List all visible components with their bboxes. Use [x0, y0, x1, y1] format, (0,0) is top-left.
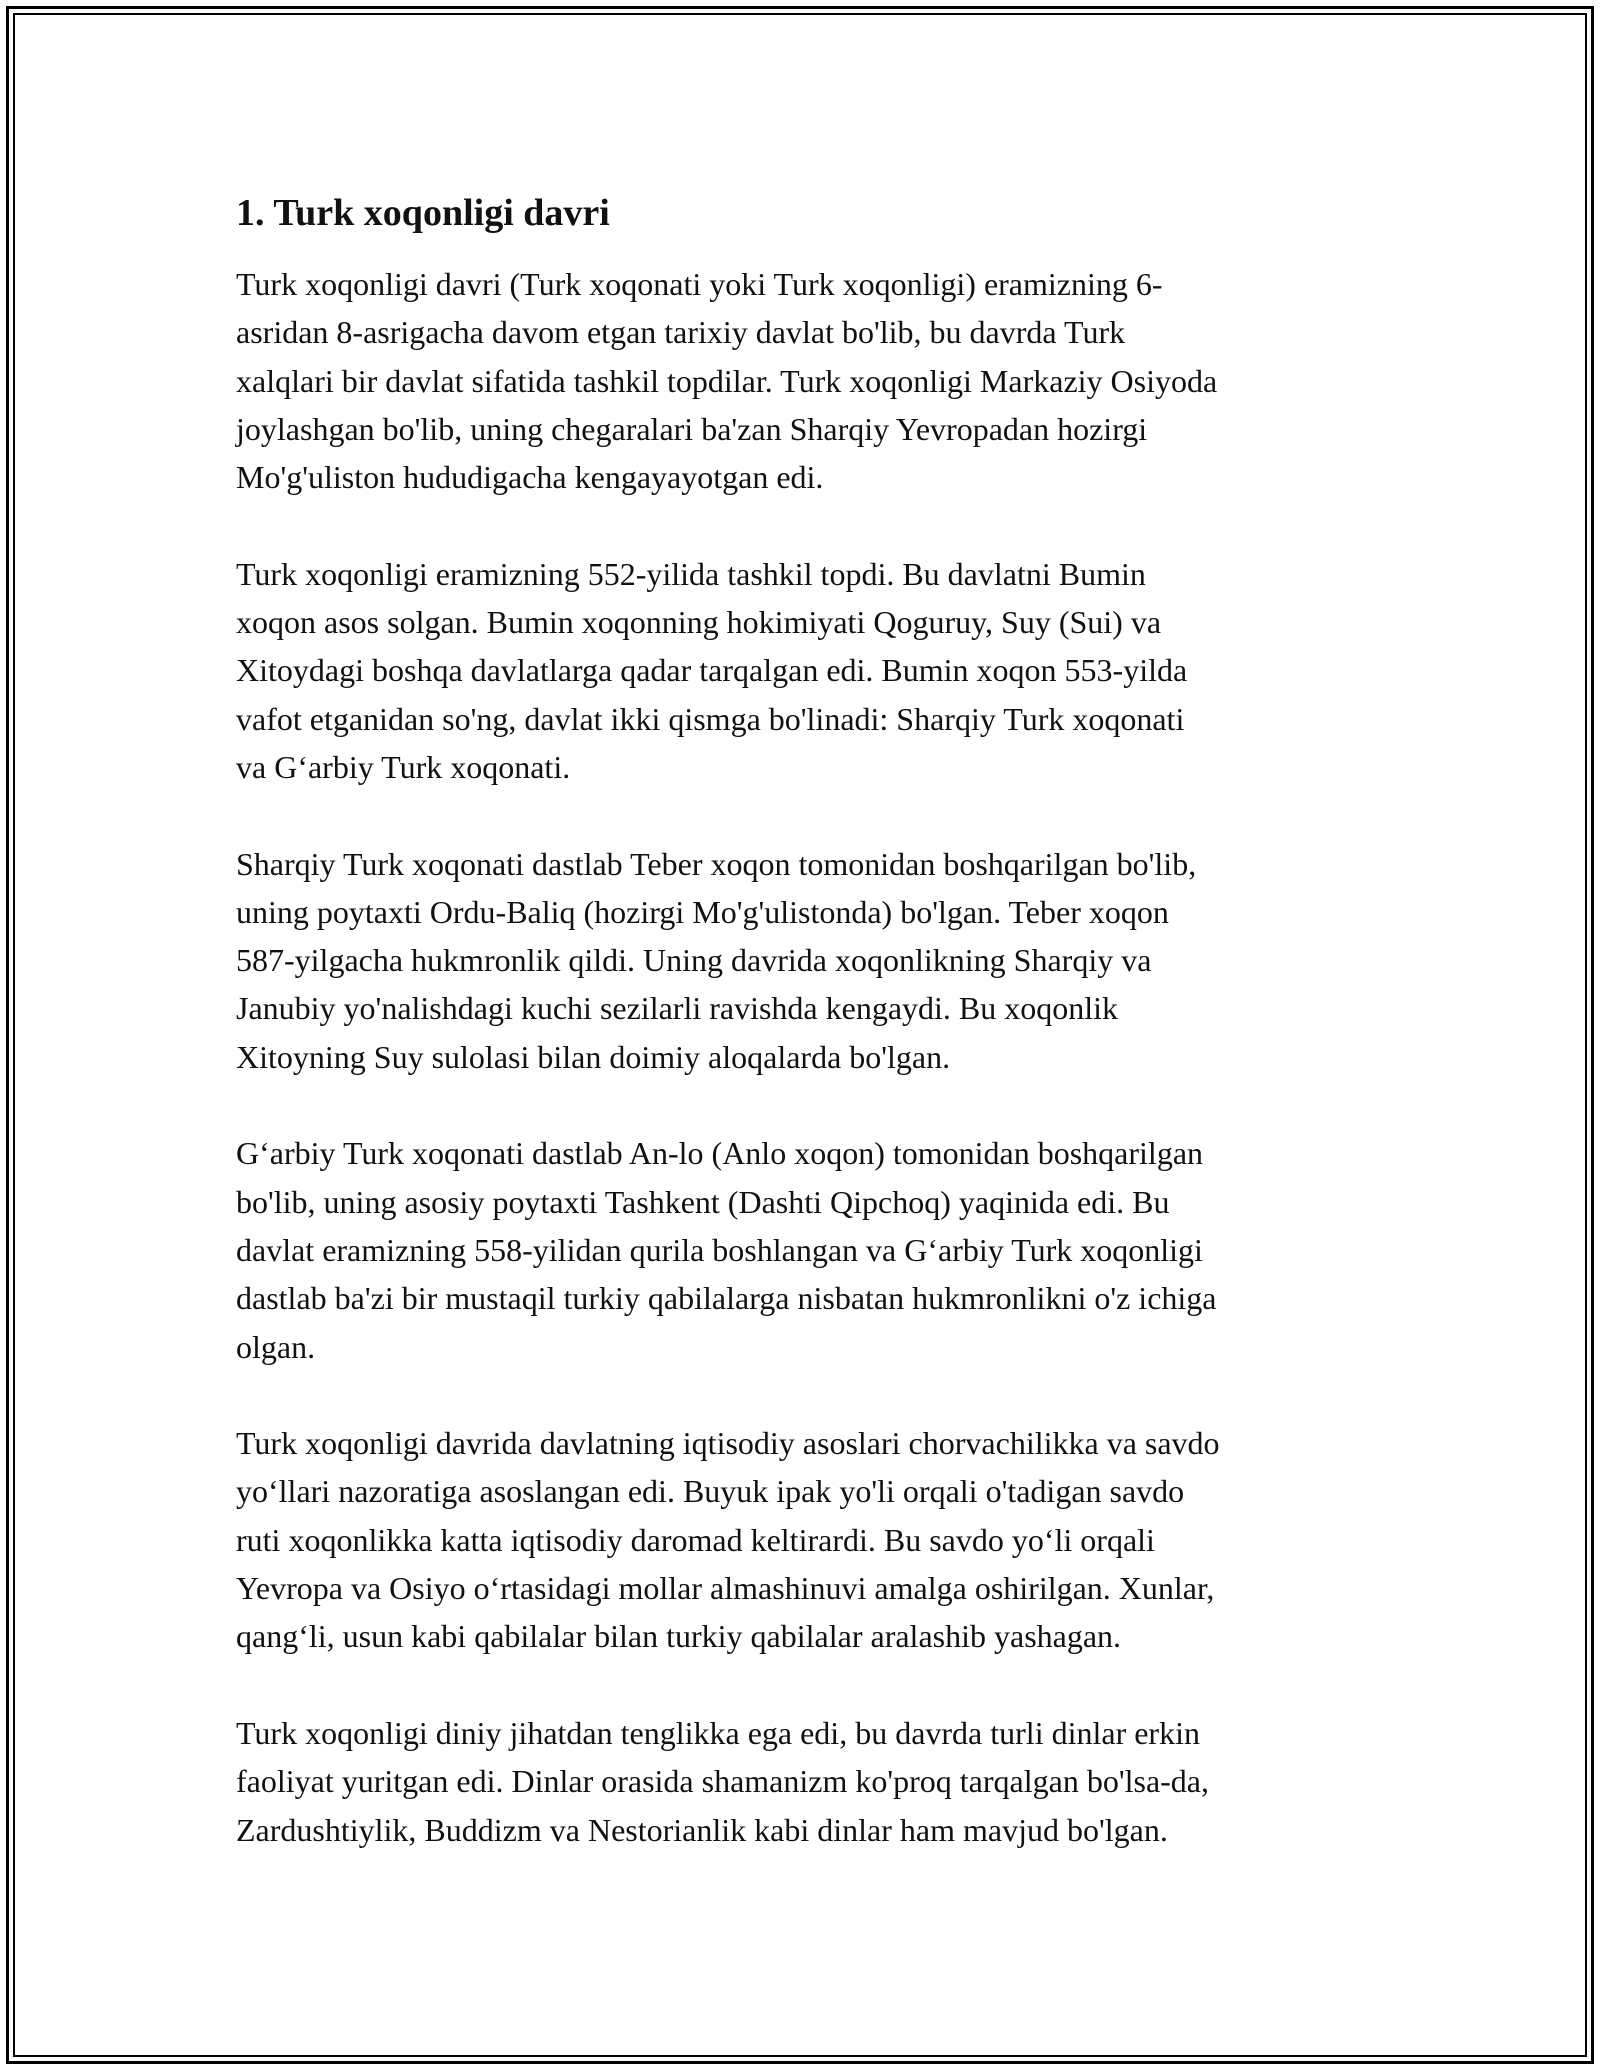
paragraph-line: xalqlari bir davlat sifatida tashkil topdilar. Turk xoqonligi Markaziy Osiyoda	[236, 362, 1218, 399]
paragraph-line: Turk xoqonligi diniy jihatdan tenglikka ega edi, bu davrda turli dinlar erkin	[236, 1714, 1200, 1751]
section-heading: 1. Turk xoqonligi davri	[236, 192, 610, 234]
paragraph-line: Sharqiy Turk xoqonati dastlab Teber xoqon tomonidan boshqarilgan bo'lib,	[236, 845, 1197, 882]
paragraph-line: joylashgan bo'lib, uning chegaralari ba'zan Sharqiy Yevropadan hozirgi	[236, 410, 1148, 447]
paragraph-line: davlat eramizning 558-yilidan qurila boshlangan va G‘arbiy Turk xoqonligi	[236, 1231, 1203, 1268]
paragraph-line: asridan 8-asrigacha davom etgan tarixiy davlat bo'lib, bu davrda Turk	[236, 314, 1126, 351]
paragraph-line: qang‘li, usun kabi qabilalar bilan turkiy qabilalar aralashib yashagan.	[236, 1618, 1122, 1655]
paragraph-3	[236, 840, 1368, 1081]
paragraph-line: xoqon asos solgan. Bumin xoqonning hokimiyati Qoguruy, Suy (Sui) va	[236, 604, 1162, 641]
paragraph-line: yo‘llari nazoratiga asoslangan edi. Buyuk ipak yo'li orqali o'tadigan savdo	[236, 1473, 1185, 1510]
paragraph-line: faoliyat yuritgan edi. Dinlar orasida shamanizm ko'proq tarqalgan bo'lsa-da,	[236, 1763, 1209, 1800]
paragraph-line: vafot etganidan so'ng, davlat ikki qismga bo'linadi: Sharqiy Turk xoqonati	[236, 700, 1185, 737]
paragraph-6	[236, 1709, 1368, 1854]
paragraph-line: Zardushtiylik, Buddizm va Nestorianlik kabi dinlar ham mavjud bo'lgan.	[236, 1811, 1168, 1848]
paragraph-line: uning poytaxti Ordu-Baliq (hozirgi Mo'g'ulistonda) bo'lgan. Teber xoqon	[236, 893, 1169, 930]
paragraph-line: ruti xoqonlikka katta iqtisodiy daromad keltirardi. Bu savdo yo‘li orqali	[236, 1521, 1155, 1558]
paragraph-line: Xitoydagi boshqa davlatlarga qadar tarqalgan edi. Bumin xoqon 553-yilda	[236, 652, 1188, 689]
paragraph-line: Turk xoqonligi davrida davlatning iqtisodiy asoslari chorvachilikka va savdo	[236, 1425, 1220, 1462]
paragraph-5	[236, 1419, 1368, 1660]
paragraph-line: Turk xoqonligi davri (Turk xoqonati yoki Turk xoqonligi) eramizning 6-	[236, 266, 1163, 302]
paragraph-2	[236, 550, 1368, 791]
paragraph-line: bo'lib, uning asosiy poytaxti Tashkent (Dashti Qipchoq) yaqinida edi. Bu	[236, 1183, 1170, 1220]
paragraph-line: Xitoyning Suy sulolasi bilan doimiy aloqalarda bo'lgan.	[236, 1038, 951, 1075]
document-body	[236, 188, 1368, 1902]
paragraph-1	[236, 260, 1368, 501]
paragraph-line: dastlab ba'zi bir mustaqil turkiy qabilalarga nisbatan hukmronlikni o'z ichiga	[236, 1280, 1217, 1317]
paragraph-line: Mo'g'uliston hududigacha kengayayotgan edi.	[236, 459, 824, 496]
paragraph-line: 587-yilgacha hukmronlik qildi. Uning davrida xoqonlikning Sharqiy va	[236, 942, 1152, 979]
paragraph-line: Janubiy yo'nalishdagi kuchi sezilarli ravishda kengaydi. Bu xoqonlik	[236, 990, 1119, 1027]
paragraph-4	[236, 1129, 1368, 1370]
paragraph-line: Yevropa va Osiyo o‘rtasidagi mollar almashinuvi amalga oshirilgan. Xunlar,	[236, 1570, 1215, 1607]
paragraph-line: G‘arbiy Turk xoqonati dastlab An-lo (Anlo xoqon) tomonidan boshqarilgan	[236, 1135, 1204, 1172]
paragraph-line: olgan.	[236, 1328, 316, 1365]
paragraph-line: Turk xoqonligi eramizning 552-yilida tashkil topdi. Bu davlatni Bumin	[236, 555, 1146, 592]
paragraph-line: va G‘arbiy Turk xoqonati.	[236, 748, 571, 785]
